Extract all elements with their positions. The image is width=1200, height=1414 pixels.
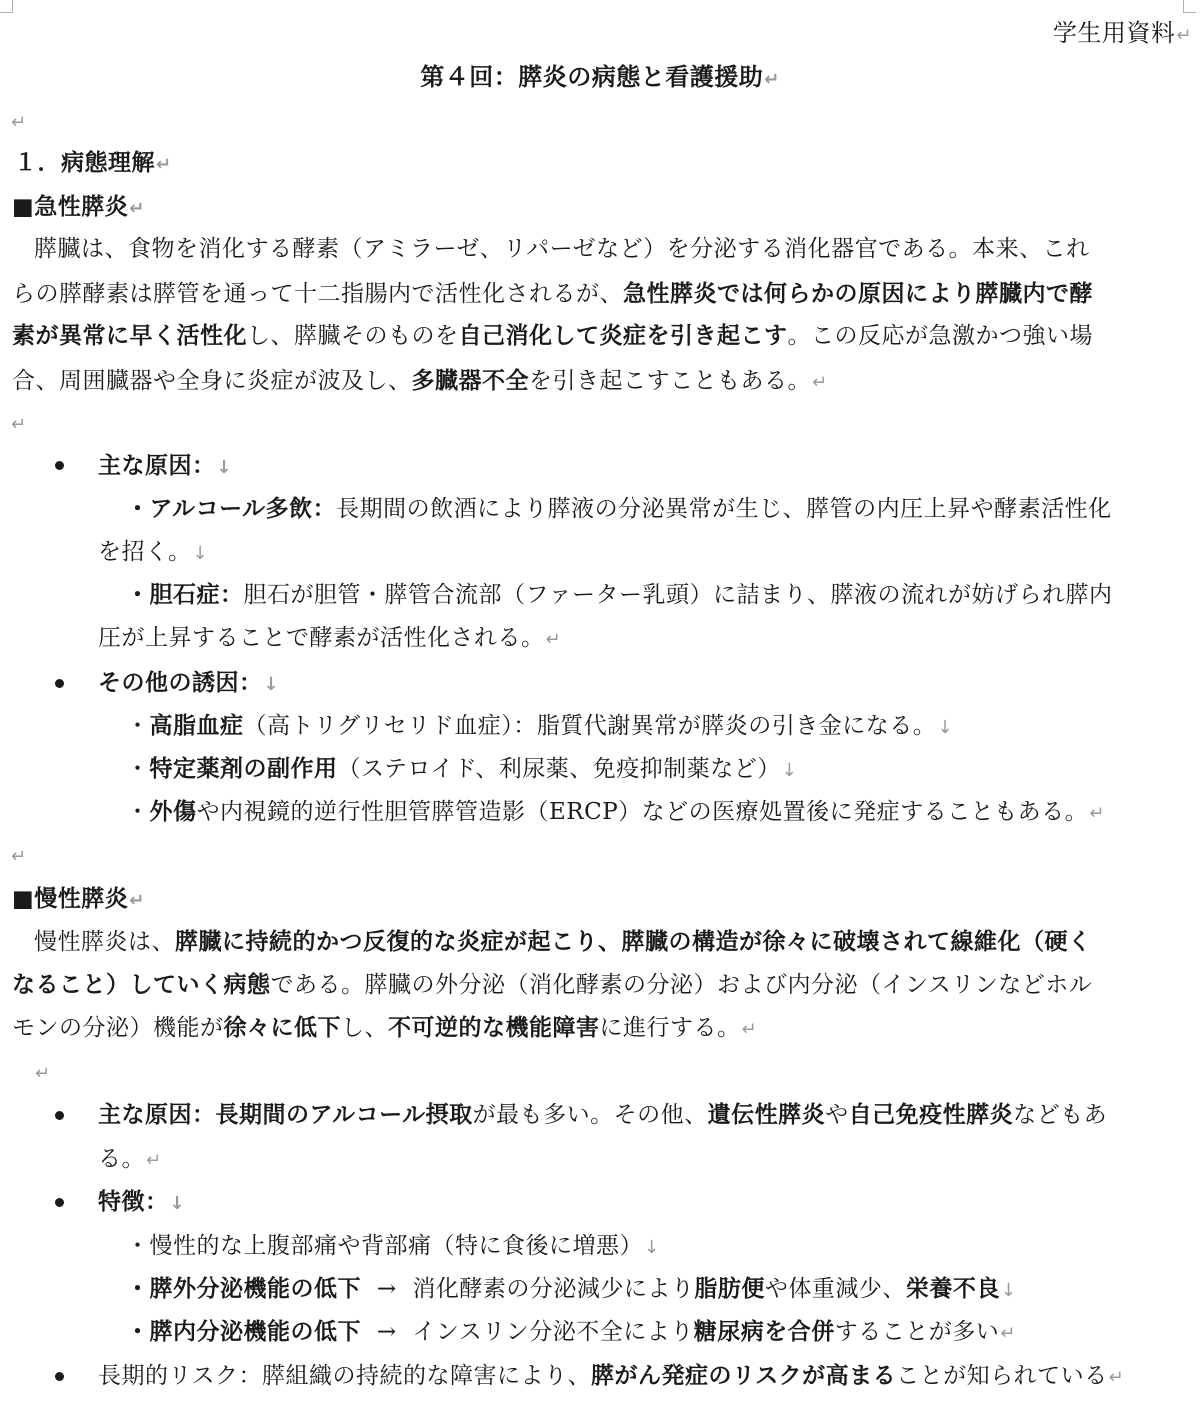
text-run: 合、周囲臓器や全身に炎症が波及し、 bbox=[12, 368, 412, 394]
text-run: し、膵臓そのものを bbox=[247, 323, 459, 349]
text-run: を引き起こすこともある。 bbox=[529, 368, 811, 394]
text-run: を招く。 bbox=[98, 539, 192, 565]
section-heading-line bbox=[14, 148, 172, 180]
acute-paragraph-line-1 bbox=[34, 234, 1090, 264]
bold-text-run: 多臓器不全 bbox=[411, 367, 529, 394]
text-run: が最も多い。その他、 bbox=[472, 1102, 708, 1128]
text-run: らの膵酵素は膵管を通って十二指腸内で活性化されるが、 bbox=[12, 281, 623, 307]
chronic-heading: ■慢性膵炎 bbox=[12, 885, 129, 912]
arrow-icon: → bbox=[376, 1319, 397, 1345]
text-run: モンの分泌）機能が bbox=[12, 1015, 224, 1041]
bold-text-run: ・胆石症： bbox=[126, 581, 244, 608]
bold-text-run: 自己消化して炎症を引き起こす bbox=[458, 322, 788, 349]
bold-text-run: なること）していく病態 bbox=[12, 971, 271, 998]
acute-causes-label-line bbox=[98, 451, 232, 483]
arrow-icon: → bbox=[376, 1276, 397, 1302]
bullet-icon bbox=[55, 1198, 64, 1207]
bold-text-run: 膵がん発症のリスクが高まる bbox=[591, 1362, 897, 1389]
bold-text-run: 糖尿病を合併 bbox=[693, 1318, 835, 1345]
feature-line-1 bbox=[126, 1231, 660, 1263]
list-label: 主な原因： bbox=[98, 1101, 216, 1128]
acute-heading-line bbox=[12, 192, 145, 224]
text-run: などもあ bbox=[1013, 1102, 1108, 1128]
text-run: ことが知られている bbox=[896, 1363, 1108, 1389]
paragraph-mark-icon: ↵ bbox=[156, 154, 172, 175]
paragraph-mark-icon: ↵ bbox=[741, 1019, 758, 1040]
text-run: 圧が上昇することで酵素が活性化される。 bbox=[98, 625, 545, 651]
paragraph-mark-icon: ↵ bbox=[1000, 1323, 1016, 1344]
paragraph-mark-icon: ↵ bbox=[129, 890, 145, 911]
text-run: することが多い bbox=[834, 1319, 1000, 1345]
paragraph-mark-icon: ↵ bbox=[545, 629, 562, 650]
text-run: 胆石が胆管・膵管合流部（ファーター乳頭）に詰まり、膵液の流れが妨げられ膵内 bbox=[243, 582, 1113, 608]
text-run: ・ bbox=[126, 799, 150, 825]
chronic-paragraph-line-3 bbox=[12, 1013, 757, 1045]
text-run: 消化酵素の分泌減少により bbox=[412, 1276, 695, 1302]
bold-text-run: 自己免疫性膵炎 bbox=[848, 1101, 1014, 1128]
bullet-icon bbox=[55, 1372, 64, 1381]
bold-text-run: 長期間のアルコール摂取 bbox=[215, 1101, 473, 1128]
bold-text-run: 特定薬剤の副作用 bbox=[149, 755, 338, 782]
paragraph-mark-icon: ↵ bbox=[11, 112, 27, 133]
list-label: その他の誘因： bbox=[98, 669, 263, 696]
bold-text-run: 外傷 bbox=[149, 798, 197, 825]
gallstone-cause-line-1 bbox=[126, 580, 1113, 610]
alcohol-cause-line-1 bbox=[126, 494, 1112, 524]
header-label-line bbox=[1053, 18, 1192, 51]
text-run: インスリン分泌不全により bbox=[412, 1319, 694, 1345]
line-break-icon: ↓ bbox=[781, 760, 798, 781]
line-break-icon: ↓ bbox=[1000, 1280, 1017, 1301]
line-break-icon: ↓ bbox=[644, 1237, 660, 1258]
paragraph-mark-icon: ↵ bbox=[812, 372, 828, 393]
bold-text-run: 素が異常に早く活性化 bbox=[12, 322, 247, 349]
text-run: （高トリグリセリド血症）：脂質代謝異常が膵炎の引き金になる。 bbox=[243, 713, 937, 739]
text-run: ・ bbox=[126, 713, 150, 739]
acute-paragraph-line-3 bbox=[12, 321, 1093, 351]
corner-mark-top-left bbox=[0, 0, 13, 13]
text-run: 。この反応が急激かつ強い場 bbox=[787, 323, 1093, 349]
text-run: し、 bbox=[341, 1015, 388, 1041]
gallstone-cause-line-2 bbox=[98, 623, 561, 655]
bold-text-run: ・アルコール多飲： bbox=[126, 495, 337, 522]
text-run: ・慢性的な上腹部痛や背部痛（特に食後に増悪） bbox=[126, 1233, 643, 1259]
list-label: 主な原因： bbox=[98, 452, 216, 479]
text-run: に進行する。 bbox=[599, 1015, 741, 1041]
other-factor-line-1 bbox=[126, 711, 953, 743]
bold-text-run: 急性膵炎では何らかの原因により膵臓内で酵 bbox=[623, 280, 1093, 307]
paragraph-mark-icon: ↵ bbox=[1176, 25, 1192, 46]
text-run: （ステロイド、利尿薬、免疫抑制薬など） bbox=[337, 756, 781, 782]
paragraph-mark-icon: ↵ bbox=[11, 846, 27, 867]
paragraph-mark-icon: ↵ bbox=[1108, 1367, 1125, 1388]
chronic-causes-line-1 bbox=[98, 1100, 1107, 1130]
text-run: である。膵臓の外分泌（消化酵素の分泌）および内分泌（インスリンなどホル bbox=[270, 972, 1093, 998]
line-break-icon: ↓ bbox=[937, 717, 953, 738]
text-run: ・ bbox=[126, 756, 150, 782]
feature-line-2 bbox=[126, 1274, 1017, 1306]
section-heading: １．病態理解 bbox=[14, 149, 155, 176]
chronic-paragraph-line-1 bbox=[34, 927, 1092, 957]
header-label: 学生用資料 bbox=[1052, 19, 1176, 47]
line-break-icon: ↓ bbox=[192, 543, 209, 564]
feature-line-3 bbox=[126, 1317, 1016, 1349]
acute-paragraph-line-2 bbox=[12, 279, 1093, 309]
paragraph-mark-icon: ↵ bbox=[11, 414, 27, 435]
bold-text-run: 栄養不良 bbox=[905, 1275, 1000, 1302]
paragraph-mark-icon: ↵ bbox=[764, 69, 780, 90]
page-title-line bbox=[0, 62, 1200, 95]
text-run: 長期間の飲酒により膵液の分泌異常が生じ、膵管の内圧上昇や酵素活性化 bbox=[336, 496, 1112, 522]
acute-paragraph-line-4 bbox=[12, 366, 828, 398]
chronic-heading-line bbox=[12, 884, 145, 916]
bold-text-run: 遺伝性膵炎 bbox=[707, 1101, 826, 1128]
line-break-icon: ↓ bbox=[216, 457, 233, 478]
empty-paragraph bbox=[10, 106, 27, 138]
long-term-risk-line bbox=[98, 1361, 1124, 1393]
text-run: や bbox=[825, 1102, 849, 1128]
chronic-paragraph-line-2 bbox=[12, 970, 1092, 1000]
empty-paragraph bbox=[10, 408, 27, 440]
paragraph-mark-icon: ↵ bbox=[35, 1063, 51, 1084]
corner-mark-top-right bbox=[1183, 0, 1196, 13]
bold-text-run: ・膵外分泌機能の低下 bbox=[126, 1275, 361, 1302]
chronic-features-label-line bbox=[98, 1187, 185, 1219]
text-run: 長期的リスク：膵組織の持続的な障害により、 bbox=[98, 1363, 592, 1389]
other-factor-line-3 bbox=[126, 797, 1105, 829]
paragraph-mark-icon: ↵ bbox=[129, 198, 145, 219]
text-run: 慢性膵炎は、 bbox=[34, 929, 175, 955]
text-run: や体重減少、 bbox=[764, 1276, 906, 1302]
bullet-icon bbox=[55, 461, 64, 470]
line-break-icon: ↓ bbox=[169, 1193, 186, 1214]
paragraph-mark-icon: ↵ bbox=[146, 1150, 162, 1171]
bullet-icon bbox=[55, 1111, 64, 1120]
list-label: 特徴： bbox=[98, 1188, 169, 1215]
bold-text-run: ・膵内分泌機能の低下 bbox=[126, 1318, 361, 1345]
text-run: や内視鏡的逆行性胆管膵管造影（ERCP）などの医療処置後に発症することもある。 bbox=[196, 799, 1089, 825]
page-title: 第４回：膵炎の病態と看護援助 bbox=[420, 62, 764, 91]
alcohol-cause-line-2 bbox=[98, 537, 208, 569]
bullet-icon bbox=[55, 679, 64, 688]
bold-text-run: 徐々に低下 bbox=[223, 1014, 341, 1041]
line-break-icon: ↓ bbox=[263, 674, 280, 695]
bold-text-run: 高脂血症 bbox=[149, 712, 244, 739]
bold-text-run: 不可逆的な機能障害 bbox=[388, 1014, 600, 1041]
chronic-causes-line-2 bbox=[98, 1144, 162, 1176]
text-run: 膵臓は、食物を消化する酵素（アミラーゼ、リパーゼなど）を分泌する消化器官である。本来、これ bbox=[34, 236, 1090, 262]
acute-other-label-line bbox=[98, 668, 279, 700]
paragraph-mark-icon: ↵ bbox=[1089, 803, 1105, 824]
empty-paragraph bbox=[10, 840, 27, 872]
other-factor-line-2 bbox=[126, 754, 797, 786]
bold-text-run: 脂肪便 bbox=[694, 1275, 765, 1302]
empty-paragraph bbox=[34, 1057, 51, 1089]
acute-heading: ■急性膵炎 bbox=[12, 193, 129, 220]
bold-text-run: 膵臓に持続的かつ反復的な炎症が起こり、膵臓の構造が徐々に破壊されて線維化（硬く bbox=[175, 928, 1092, 955]
text-run: る。 bbox=[98, 1146, 145, 1172]
